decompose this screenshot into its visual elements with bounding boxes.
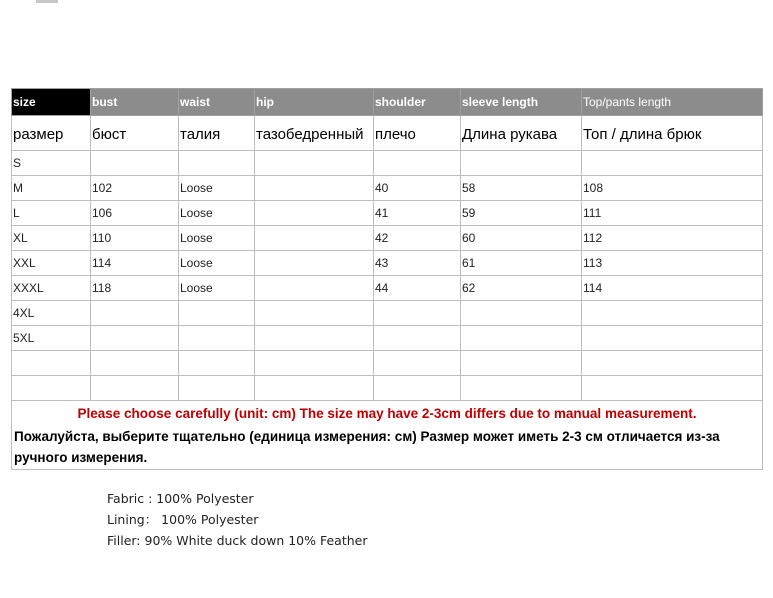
- table-cell: Loose: [179, 276, 255, 301]
- table-cell: 42: [374, 226, 461, 251]
- filler-line: Filler: 90% White duck down 10% Feather: [107, 533, 368, 548]
- note-row: [12, 401, 763, 470]
- table-cell: [582, 376, 763, 401]
- table-cell: [255, 376, 374, 401]
- size-chart-table: [11, 88, 763, 470]
- table-row: [12, 276, 763, 301]
- table-cell: [91, 301, 179, 326]
- table-cell: Loose: [179, 226, 255, 251]
- table-cell: XL: [12, 226, 91, 251]
- table-cell: [255, 176, 374, 201]
- header-cell: size: [12, 89, 91, 116]
- table-cell: 113: [582, 251, 763, 276]
- table-cell: [255, 201, 374, 226]
- header-cell: размер: [12, 116, 91, 151]
- table-cell: [12, 351, 91, 376]
- table-row: [12, 226, 763, 251]
- table-cell: [255, 326, 374, 351]
- table-cell: [255, 301, 374, 326]
- header-cell: bust: [91, 89, 179, 116]
- table-cell: [461, 151, 582, 176]
- table-cell: 112: [582, 226, 763, 251]
- table-cell: 59: [461, 201, 582, 226]
- header-cell: тазобедренный: [255, 116, 374, 151]
- header-cell: Top/pants length: [582, 89, 763, 116]
- table-cell: [374, 301, 461, 326]
- table-cell: 43: [374, 251, 461, 276]
- table-cell: [374, 351, 461, 376]
- table-cell: [374, 326, 461, 351]
- header-cell: Длина рукава: [461, 116, 582, 151]
- header-cell: sleeve length: [461, 89, 582, 116]
- lining-line: Lining： 100% Polyester: [107, 512, 259, 527]
- table-cell: [255, 251, 374, 276]
- table-cell: 58: [461, 176, 582, 201]
- header-row-english: [12, 89, 763, 116]
- table-row: [12, 301, 763, 326]
- table-cell: M: [12, 176, 91, 201]
- table-cell: [461, 376, 582, 401]
- corner-mark: [36, 0, 58, 3]
- table-cell: Loose: [179, 251, 255, 276]
- header-cell: waist: [179, 89, 255, 116]
- table-cell: [91, 326, 179, 351]
- table-cell: [582, 351, 763, 376]
- table-cell: 102: [91, 176, 179, 201]
- table-row: [12, 151, 763, 176]
- table-cell: [582, 301, 763, 326]
- table-cell: [461, 351, 582, 376]
- table-cell: 4XL: [12, 301, 91, 326]
- table-row: [12, 251, 763, 276]
- table-cell: 60: [461, 226, 582, 251]
- table-cell: [255, 226, 374, 251]
- table-cell: L: [12, 201, 91, 226]
- table-row: [12, 201, 763, 226]
- table-cell: [179, 301, 255, 326]
- table-cell: [461, 301, 582, 326]
- table-cell: [255, 151, 374, 176]
- table-cell: [255, 276, 374, 301]
- table-cell: Loose: [179, 176, 255, 201]
- table-cell: [179, 376, 255, 401]
- table-cell: [91, 151, 179, 176]
- table-cell: 111: [582, 201, 763, 226]
- header-cell: Топ / длина брюк: [582, 116, 763, 151]
- note-english: Please choose carefully (unit: cm) The size may have 2-3cm differs due to manual measurement.: [77, 406, 697, 421]
- header-cell: hip: [255, 89, 374, 116]
- table-row: [12, 176, 763, 201]
- table-cell: 106: [91, 201, 179, 226]
- table-cell: [179, 151, 255, 176]
- table-cell: [374, 376, 461, 401]
- header-row-russian: [12, 116, 763, 151]
- table-cell: [582, 151, 763, 176]
- table-cell: S: [12, 151, 91, 176]
- table-cell: 5XL: [12, 326, 91, 351]
- table-cell: 114: [91, 251, 179, 276]
- table-cell: [582, 326, 763, 351]
- table-cell: [461, 326, 582, 351]
- table-cell: 41: [374, 201, 461, 226]
- table-cell: 118: [91, 276, 179, 301]
- table-cell: [91, 376, 179, 401]
- table-cell: 44: [374, 276, 461, 301]
- table-cell: 108: [582, 176, 763, 201]
- table-cell: [12, 376, 91, 401]
- table-cell: [255, 351, 374, 376]
- table-cell: Loose: [179, 201, 255, 226]
- table-cell: 114: [582, 276, 763, 301]
- table-cell: [374, 151, 461, 176]
- table-cell: XXL: [12, 251, 91, 276]
- table-cell: [179, 351, 255, 376]
- header-cell: shoulder: [374, 89, 461, 116]
- table-cell: 62: [461, 276, 582, 301]
- table-cell: [179, 326, 255, 351]
- table-row: [12, 326, 763, 351]
- header-cell: талия: [179, 116, 255, 151]
- header-cell: бюст: [91, 116, 179, 151]
- table-cell: [91, 351, 179, 376]
- table-row: [12, 376, 763, 401]
- table-cell: 61: [461, 251, 582, 276]
- table-cell: 110: [91, 226, 179, 251]
- table-row: [12, 351, 763, 376]
- fabric-info: [107, 491, 367, 554]
- measurement-note: [12, 401, 763, 470]
- table-cell: 40: [374, 176, 461, 201]
- header-cell: плечо: [374, 116, 461, 151]
- table-cell: XXXL: [12, 276, 91, 301]
- fabric-line: Fabric : 100% Polyester: [107, 491, 254, 506]
- note-russian: Пожалуйста, выберите тщательно (единица измерения: см) Размер может иметь 2-3 см отличается из-за ручного измерения.: [14, 429, 720, 465]
